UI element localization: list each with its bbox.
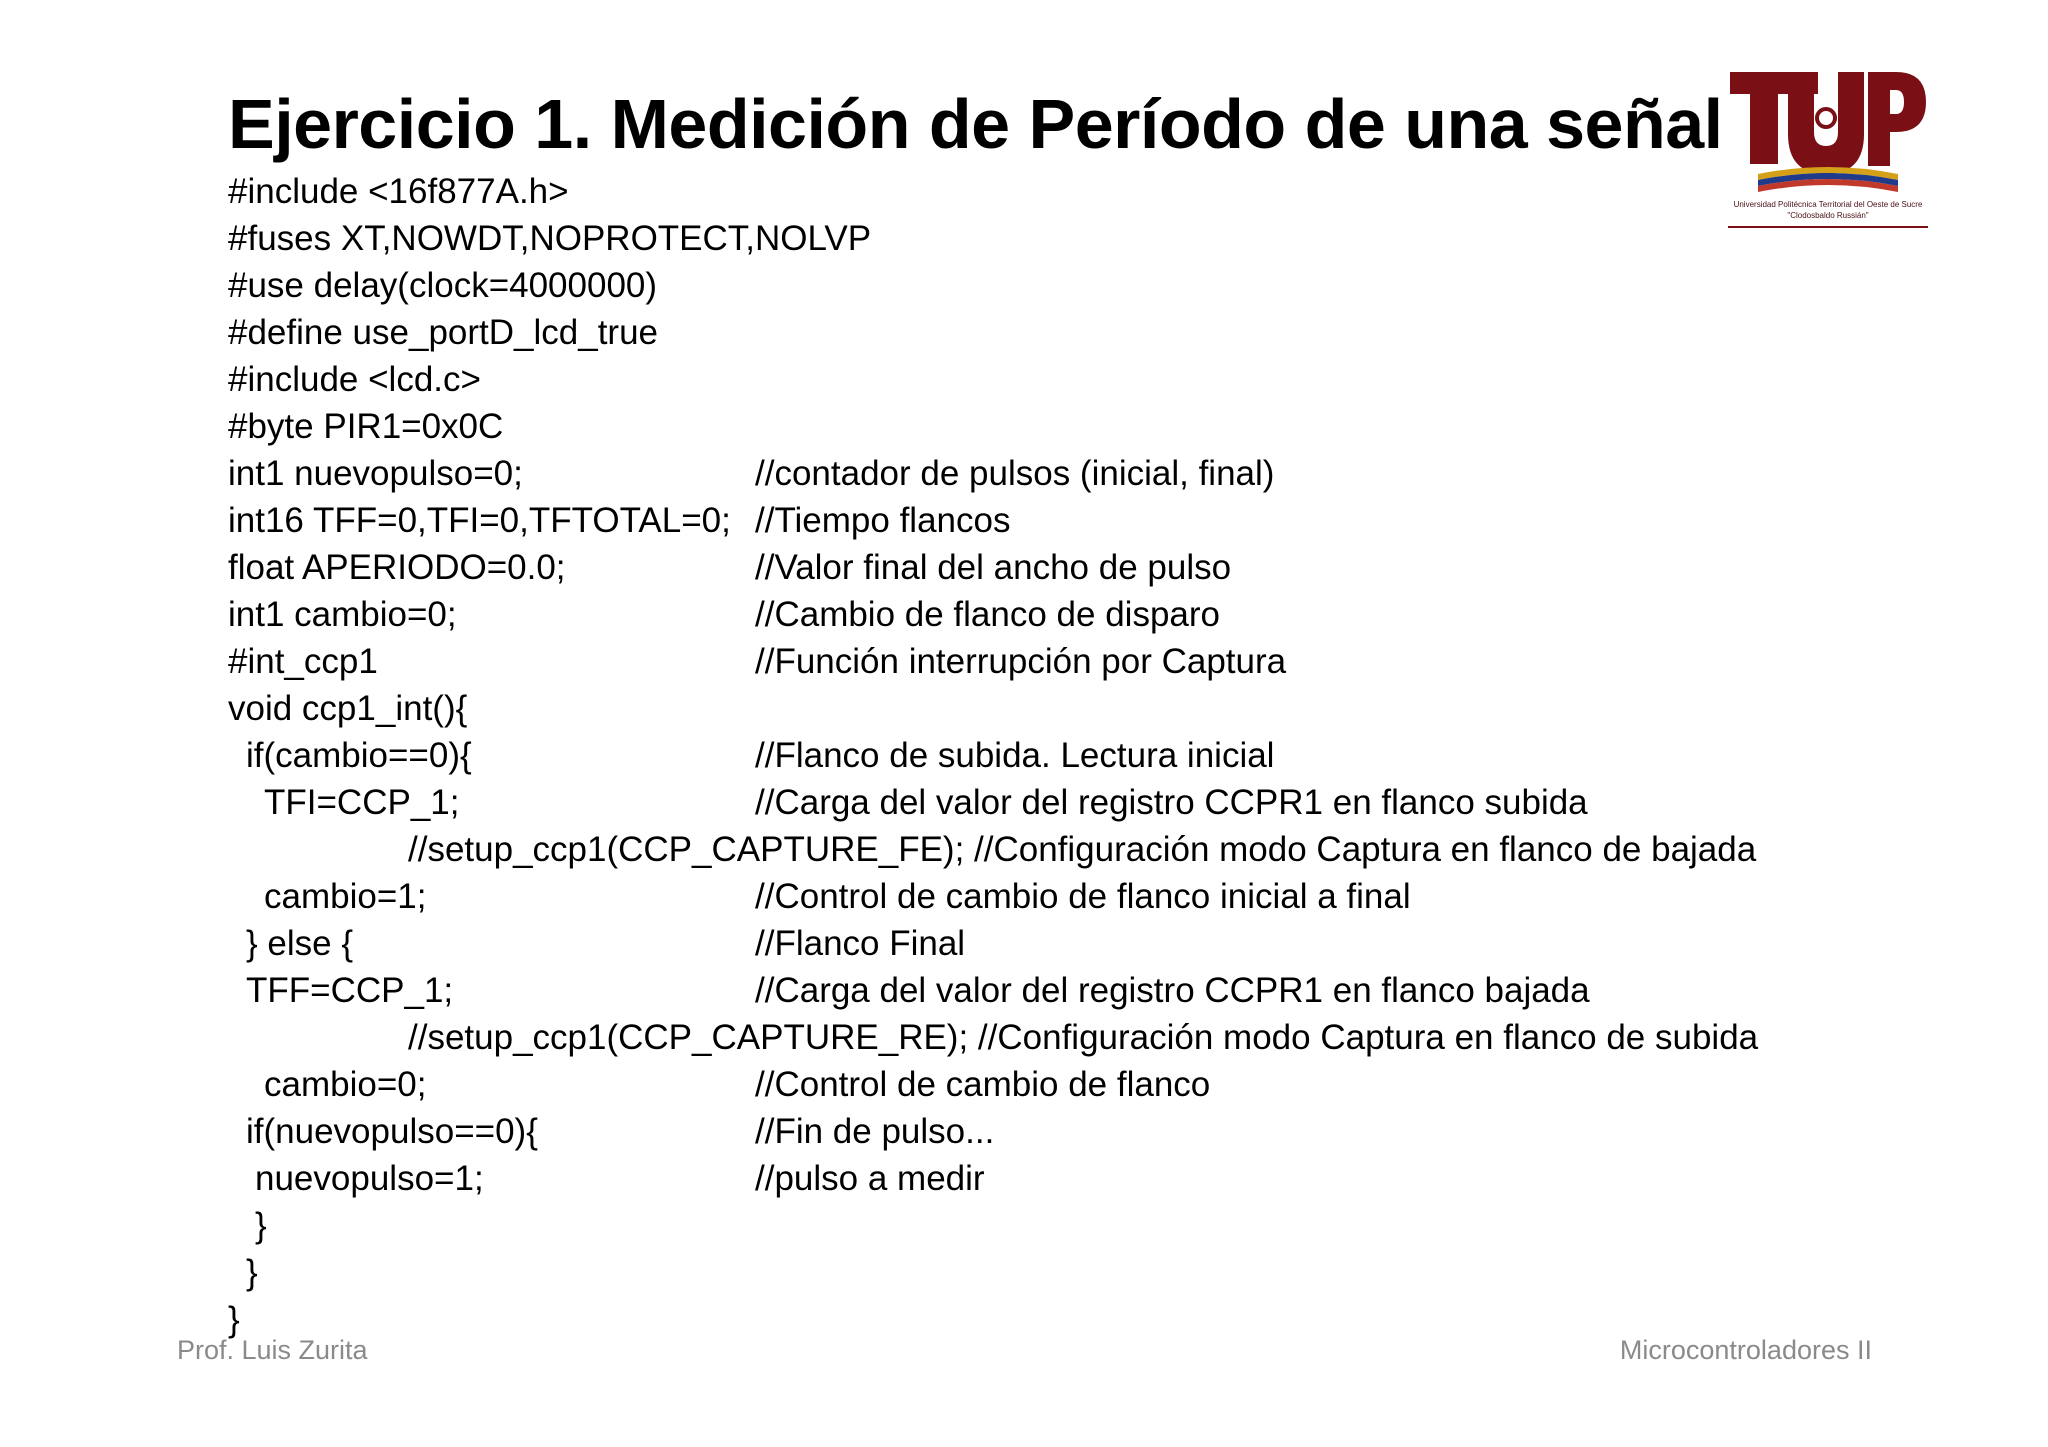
code-line — [228, 168, 1788, 215]
code-line — [228, 544, 1788, 591]
code-line — [228, 1155, 1788, 1202]
code-line — [228, 1202, 1788, 1249]
code-line — [228, 591, 1788, 638]
code-statement: nuevopulso=1; — [255, 1159, 484, 1198]
code-line — [228, 1296, 1788, 1343]
code-statement: TFF=CCP_1; — [246, 971, 454, 1010]
code-statement: TFI=CCP_1; — [264, 783, 460, 822]
code-comment: //Flanco Final — [755, 924, 966, 963]
code-statement: //setup_ccp1(CCP_CAPTURE_RE); //Configuración modo Captura en flanco de subida — [408, 1018, 1759, 1057]
code-line — [228, 1014, 1788, 1061]
code-statement: int1 nuevopulso=0; — [228, 454, 523, 493]
code-statement: void ccp1_int(){ — [228, 689, 468, 728]
code-statement: #fuses XT,NOWDT,NOPROTECT,NOLVP — [228, 219, 872, 258]
code-comment: //Carga del valor del registro CCPR1 en flanco bajada — [755, 971, 1590, 1010]
code-statement: } else { — [246, 924, 354, 963]
code-listing — [228, 168, 1788, 1343]
logo-caption-institution: Universidad Politécnica Territorial del Oeste de Sucre — [1733, 200, 1923, 209]
code-line — [228, 309, 1788, 356]
code-line — [228, 685, 1788, 732]
code-statement: } — [246, 1253, 258, 1292]
code-line — [228, 967, 1788, 1014]
code-statement: #include <lcd.c> — [228, 360, 481, 399]
code-line — [228, 497, 1788, 544]
slide-title: Ejercicio 1. Medición de Período de una señal — [228, 85, 1723, 163]
code-comment: //Carga del valor del registro CCPR1 en flanco subida — [755, 783, 1588, 822]
code-statement: cambio=0; — [264, 1065, 427, 1104]
code-comment: //Control de cambio de flanco inicial a final — [755, 877, 1411, 916]
code-statement: //setup_ccp1(CCP_CAPTURE_FE); //Configuración modo Captura en flanco de bajada — [408, 830, 1757, 869]
code-statement: float APERIODO=0.0; — [228, 548, 566, 587]
code-statement: #byte PIR1=0x0C — [228, 407, 504, 446]
code-line — [228, 403, 1788, 450]
code-comment: //Control de cambio de flanco — [755, 1065, 1211, 1104]
footer-course: Microcontroladores II — [1619, 1335, 1872, 1365]
code-line — [228, 1249, 1788, 1296]
code-comment: //Función interrupción por Captura — [755, 642, 1287, 681]
code-line — [228, 920, 1788, 967]
code-line — [228, 1061, 1788, 1108]
code-line — [228, 1108, 1788, 1155]
code-line — [228, 873, 1788, 920]
code-line — [228, 215, 1788, 262]
code-line — [228, 262, 1788, 309]
logo-caption-name: "Clodosbaldo Russián" — [1787, 211, 1869, 220]
code-line — [228, 450, 1788, 497]
code-line — [228, 826, 1788, 873]
code-line — [228, 638, 1788, 685]
code-statement: int1 cambio=0; — [228, 595, 457, 634]
code-statement: int16 TFF=0,TFI=0,TFTOTAL=0; — [228, 501, 731, 540]
code-comment: //Valor final del ancho de pulso — [755, 548, 1232, 587]
code-statement: #int_ccp1 — [228, 642, 378, 681]
code-statement: #use delay(clock=4000000) — [228, 266, 658, 305]
code-line — [228, 779, 1788, 826]
code-comment: //Tiempo flancos — [755, 501, 1011, 540]
code-comment: //Cambio de flanco de disparo — [755, 595, 1220, 634]
code-statement: if(cambio==0){ — [246, 736, 472, 775]
code-line — [228, 356, 1788, 403]
footer-author: Prof. Luis Zurita — [177, 1335, 368, 1365]
code-statement: } — [228, 1300, 240, 1339]
code-comment: //pulso a medir — [755, 1159, 985, 1198]
code-comment: //Flanco de subida. Lectura inicial — [755, 736, 1275, 775]
code-comment: //contador de pulsos (inicial, final) — [755, 454, 1275, 493]
code-statement: } — [255, 1206, 267, 1245]
code-line — [228, 732, 1788, 779]
code-statement: if(nuevopulso==0){ — [246, 1112, 538, 1151]
code-comment: //Fin de pulso... — [755, 1112, 995, 1151]
code-statement: cambio=1; — [264, 877, 427, 916]
code-statement: #include <16f877A.h> — [228, 172, 569, 211]
code-statement: #define use_portD_lcd_true — [228, 313, 659, 352]
